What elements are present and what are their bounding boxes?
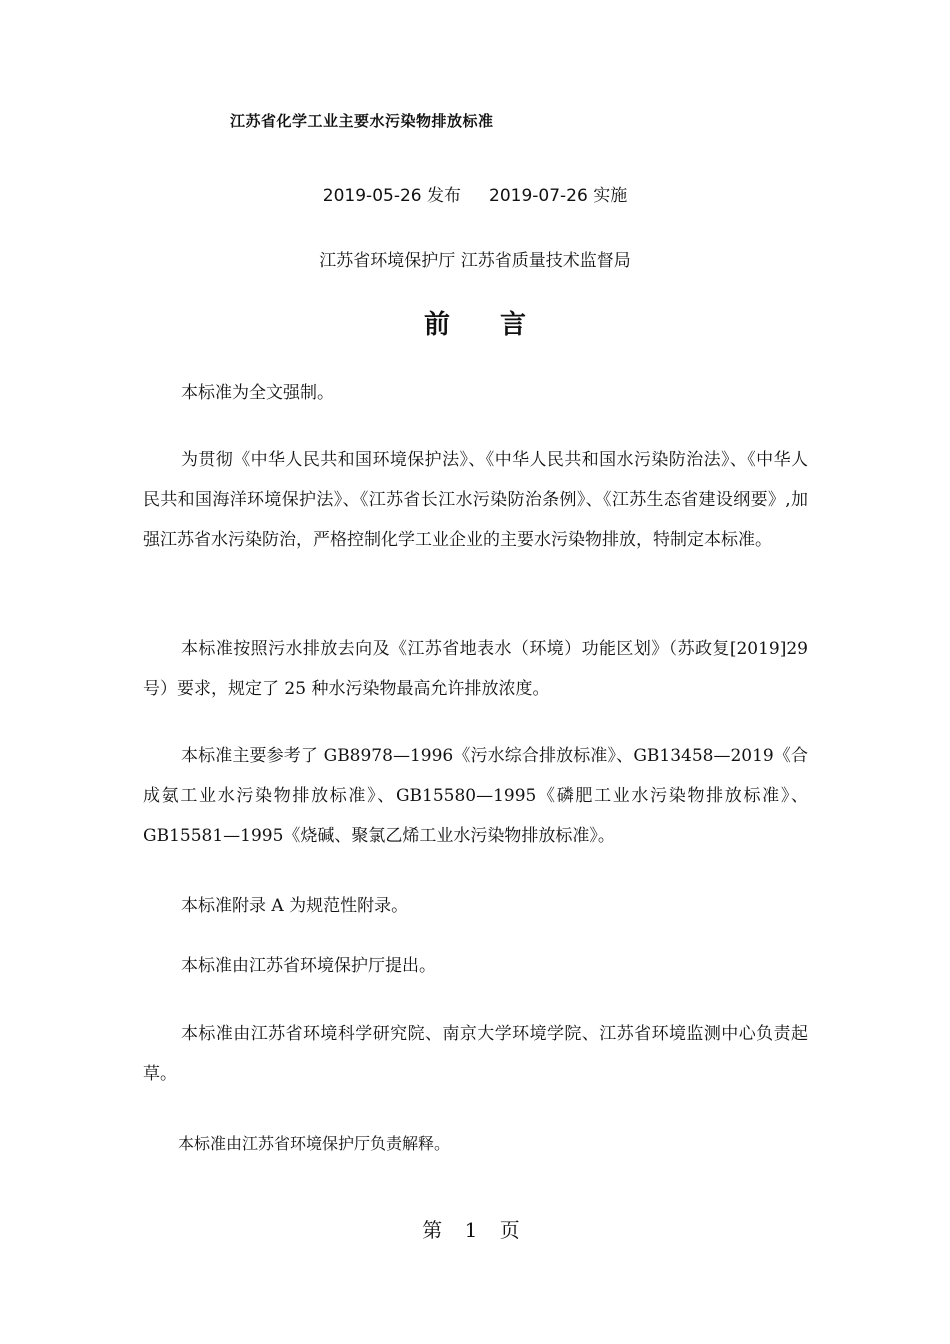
publish-date: 2019-05-26 发布	[322, 186, 461, 206]
page-number: 第 1 页	[422, 1218, 528, 1242]
document-title: 江苏省化学工业主要水污染物排放标准	[230, 112, 494, 130]
preface-heading: 前言	[423, 310, 576, 340]
paragraph-appendix: 本标准附录 A 为规范性附录。	[181, 896, 409, 916]
implement-date: 2019-07-26 实施	[489, 186, 628, 206]
paragraph-scope: 本标准按照污水排放去向及《江苏省地表水（环境）功能区划》（苏政复[2019]29 号）要求，规定了 25 种水污染物最高允许排放浓度。	[143, 639, 808, 699]
paragraph-purpose: 为贯彻《中华人民共和国环境保护法》、《中华人民共和国水污染防治法》、《中华人民共和国海洋环境保护法》、《江苏省长江水污染防治条例》、《江苏生态省建设纲要》,加强江苏省水污染防治，严格控制化学工业企业的主要水污染物排放，特制定本标准。	[143, 450, 808, 550]
paragraph-interpretation: 本标准由江苏省环境保护厅负责解释。	[178, 1134, 451, 1153]
date-line	[0, 181, 950, 206]
paragraph-mandatory: 本标准为全文强制。	[181, 383, 334, 403]
paragraph-references: 本标准主要参考了 GB8978—1996《污水综合排放标准》、GB13458—2019《合成氨工业水污染物排放标准》、GB15580—1995《磷肥工业水污染物排放标准》、GB15581—1995《烧碱、聚氯乙烯工业水污染物排放标准》。	[143, 746, 808, 846]
paragraph-proposer: 本标准由江苏省环境保护厅提出。	[181, 956, 436, 976]
paragraph-drafters: 本标准由江苏省环境科学研究院、南京大学环境学院、江苏省环境监测中心负责起草。	[143, 1024, 808, 1084]
issuing-authorities: 江苏省环境保护厅 江苏省质量技术监督局	[319, 251, 631, 271]
